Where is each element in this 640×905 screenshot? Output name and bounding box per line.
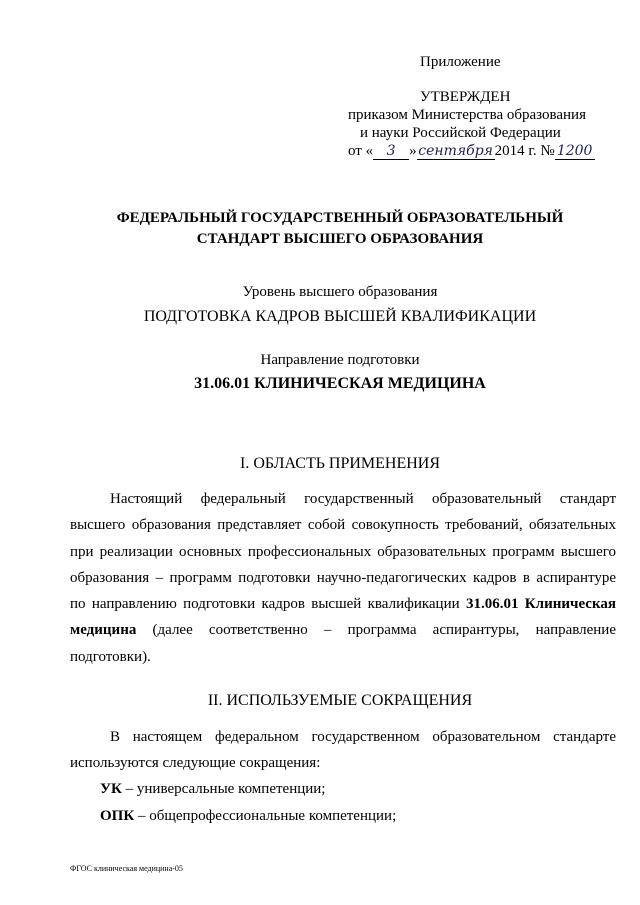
date-year: 2014 г. № <box>494 143 555 159</box>
order-number: 1200 <box>555 143 595 160</box>
approval-line-2: и науки Российской Федерации <box>360 125 561 141</box>
direction-label: Направление подготовки <box>260 352 420 368</box>
education-level-label: Уровень высшего образования <box>242 284 438 300</box>
date-mid: » <box>409 143 417 159</box>
approval-line-1: приказом Министерства образования <box>348 107 586 123</box>
direction-value: 31.06.01 КЛИНИЧЕСКАЯ МЕДИЦИНА <box>194 375 486 392</box>
abbreviation-text: – универсальные компетенции; <box>121 781 326 797</box>
approval-date-line <box>348 143 595 160</box>
document-title-line-2: СТАНДАРТ ВЫСШЕГО ОБРАЗОВАНИЯ <box>196 231 484 247</box>
abbreviation-code: УК <box>100 781 122 797</box>
education-level-value: ПОДГОТОВКА КАДРОВ ВЫСШЕЙ КВАЛИФИКАЦИИ <box>143 308 537 325</box>
section-2-heading: II. ИСПОЛЬЗУЕМЫЕ СОКРАЩЕНИЯ <box>207 692 473 709</box>
footer-label: ФГОС клиническая медицина-05 <box>70 864 183 873</box>
abbreviation-text: – общепрофессиональные компетенции; <box>134 808 397 824</box>
date-day: 3 <box>373 143 409 160</box>
date-prefix: от « <box>348 143 374 159</box>
section-1-text-start: Настоящий федеральный государственный образовательный стандарт высшего образования представляет собой совокупность требований, обязательных при реализации основных профессиональных образовательных программ высшего образования – программ подготовки научно-педагогических кадров в аспирантуре по направлению подготовки кадров высшей квалификации <box>70 491 616 613</box>
section-1-heading: I. ОБЛАСТЬ ПРИМЕНЕНИЯ <box>239 455 441 472</box>
date-month: сентября <box>418 143 493 159</box>
appendix-label: Приложение <box>420 54 501 70</box>
section-1-text-end: (далее соответственно – программа аспирантуры, направление подготовки). <box>70 622 616 665</box>
abbreviation-code: ОПК <box>100 808 135 824</box>
abbreviation-item <box>100 781 325 798</box>
section-1-paragraph <box>70 486 616 670</box>
section-2-intro <box>70 724 616 777</box>
approved-label: УТВЕРЖДЕН <box>420 89 511 105</box>
abbreviation-item <box>100 808 396 825</box>
direction-code-name: 31.06.01 Клиническая медицина <box>70 596 616 639</box>
document-title-line-1: ФЕДЕРАЛЬНЫЙ ГОСУДАРСТВЕННЫЙ ОБРАЗОВАТЕЛЬНЫЙ <box>116 210 564 226</box>
section-2-intro-text: В настоящем федеральном государственном образовательном стандарте используются следующие сокращения: <box>70 729 616 772</box>
